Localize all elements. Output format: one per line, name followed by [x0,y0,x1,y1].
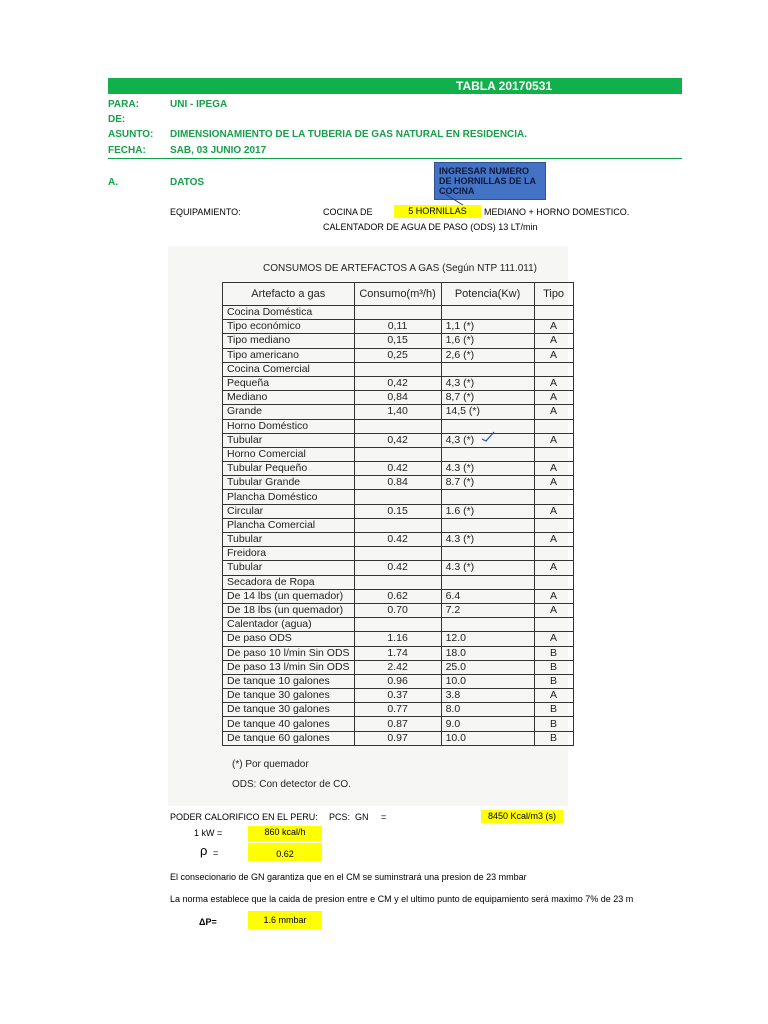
cell-potencia [441,447,534,461]
rho-equals: = [213,848,219,858]
cell-potencia [441,547,534,561]
cell-consumo: 1.16 [354,632,441,646]
cell-consumo [354,306,441,320]
cell-potencia: 9.0 [441,717,534,731]
cell-artefacto: De tanque 30 galones [223,689,355,703]
cell-potencia: 8.7 (*) [441,476,534,490]
fecha-label: FECHA: [108,145,146,156]
table-row [223,660,574,674]
table-row [223,348,574,362]
cell-tipo: A [534,504,573,518]
cell-consumo: 0.96 [354,674,441,688]
asunto-value: DIMENSIONAMIENTO DE LA TUBERIA DE GAS NATURAL EN RESIDENCIA. [170,129,528,140]
cell-potencia: 14,5 (*) [441,405,534,419]
kw-value-cell[interactable]: 860 kcal/h [248,826,322,842]
table-row [223,646,574,660]
table-row [223,547,574,561]
table-row [223,447,574,461]
cell-artefacto: Calentador (agua) [223,618,355,632]
table-row [223,731,574,745]
cell-tipo [534,575,573,589]
table-row [223,490,574,504]
cell-artefacto: Tubular [223,433,355,447]
table-row [223,632,574,646]
cell-tipo: A [534,376,573,390]
cell-potencia: 4.3 (*) [441,462,534,476]
cell-consumo: 0,25 [354,348,441,362]
table-row [223,320,574,334]
cell-tipo: A [534,348,573,362]
cell-tipo: A [534,476,573,490]
cell-tipo: B [534,660,573,674]
cell-tipo: A [534,433,573,447]
table-row [223,518,574,532]
title-bar [108,78,682,94]
cell-consumo: 0.97 [354,731,441,745]
table-header-row [223,283,574,306]
poder-calorifico-label: PODER CALORIFICO EN EL PERU: [170,812,318,822]
cell-consumo: 0.37 [354,689,441,703]
section-title: DATOS [170,177,205,188]
cell-tipo: A [534,603,573,617]
cell-artefacto: De paso 13 l/min Sin ODS [223,660,355,674]
cocina-suffix: MEDIANO + HORNO DOMESTICO. [484,207,630,217]
cell-consumo: 0.87 [354,717,441,731]
cell-consumo [354,362,441,376]
kw-label: 1 kW = [194,828,223,838]
cell-tipo [534,362,573,376]
cell-tipo [534,419,573,433]
cell-tipo: A [534,405,573,419]
cell-consumo: 0,84 [354,391,441,405]
cell-potencia: 4,3 (*) [441,433,534,447]
cell-tipo: B [534,674,573,688]
cell-artefacto: Plancha Doméstico [223,490,355,504]
table-row [223,561,574,575]
cell-tipo [534,618,573,632]
cell-potencia: 8.0 [441,703,534,717]
cell-potencia: 10.0 [441,674,534,688]
table-row [223,689,574,703]
footnote-por-quemador: (*) Por quemador [232,759,309,770]
table-row [223,575,574,589]
cell-artefacto: Secadora de Ropa [223,575,355,589]
cell-consumo: 0.70 [354,603,441,617]
check-mark-icon [480,430,496,442]
cell-tipo [534,490,573,504]
cell-consumo: 0.77 [354,703,441,717]
cell-potencia [441,490,534,504]
cell-consumo [354,490,441,504]
cell-tipo: A [534,589,573,603]
table-row [223,462,574,476]
calentador-text: CALENTADOR DE AGUA DE PASO (ODS) 13 LT/min [323,222,538,232]
footnote-ods: ODS: Con detector de CO. [232,779,351,790]
cell-artefacto: De tanque 60 galones [223,731,355,745]
pcs-equals: = [381,812,387,822]
table-row [223,504,574,518]
cell-artefacto: Tubular Grande [223,476,355,490]
cell-potencia: 1.6 (*) [441,504,534,518]
cell-consumo: 0.84 [354,476,441,490]
cell-artefacto: De 14 lbs (un quemador) [223,589,355,603]
cell-consumo: 0,11 [354,320,441,334]
cell-consumo: 0.15 [354,504,441,518]
rho-symbol: ρ [200,843,208,858]
cell-consumo [354,618,441,632]
cell-potencia: 2,6 (*) [441,348,534,362]
cell-consumo: 0,15 [354,334,441,348]
cell-consumo: 1.74 [354,646,441,660]
cell-tipo [534,447,573,461]
table-row [223,391,574,405]
cell-artefacto: Cocina Doméstica [223,306,355,320]
cocina-prefix: COCINA DE [323,207,373,217]
table-row [223,603,574,617]
table-row [223,674,574,688]
para-label: PARA: [108,99,139,110]
cell-artefacto: De tanque 40 galones [223,717,355,731]
cell-tipo: A [534,320,573,334]
cell-artefacto: Horno Doméstico [223,419,355,433]
section-letter: A. [108,177,118,188]
equipamiento-label: EQUIPAMIENTO: [170,207,241,217]
cell-potencia: 4,3 (*) [441,376,534,390]
cell-potencia: 1,1 (*) [441,320,534,334]
pressure-guarantee-text: El consecionario de GN garantiza que en el CM se suminstrará una presion de 23 mmbar [170,872,527,882]
cell-tipo: B [534,717,573,731]
table-row [223,476,574,490]
cell-artefacto: Tipo americano [223,348,355,362]
cell-potencia [441,306,534,320]
page-title: TABLA 20170531 [456,79,553,93]
cell-tipo: B [534,646,573,660]
cell-potencia [441,362,534,376]
consumos-table [222,282,574,746]
cell-potencia: 18.0 [441,646,534,660]
cell-artefacto: Tubular [223,533,355,547]
cell-tipo: A [534,462,573,476]
table-row [223,306,574,320]
cell-potencia: 1,6 (*) [441,334,534,348]
fecha-value: SAB, 03 JUNIO 2017 [170,145,267,156]
delta-p-label: ΔP= [199,917,217,927]
rho-value-cell[interactable]: 0.62 [248,843,322,861]
cell-consumo: 0.42 [354,533,441,547]
cell-potencia: 8,7 (*) [441,391,534,405]
table-row [223,334,574,348]
cell-artefacto: Plancha Comercial [223,518,355,532]
table-row [223,589,574,603]
cell-consumo [354,419,441,433]
cell-consumo [354,547,441,561]
cell-consumo: 0,42 [354,433,441,447]
cell-tipo: A [534,391,573,405]
cell-artefacto: De 18 lbs (un quemador) [223,603,355,617]
hornillas-note: INGRESAR NUMERO DE HORNILLAS DE LA COCINA [434,162,546,200]
cell-tipo [534,547,573,561]
table-row [223,362,574,376]
table-row [223,618,574,632]
table-row [223,405,574,419]
cell-consumo: 0.62 [354,589,441,603]
cell-potencia [441,575,534,589]
cell-artefacto: Pequeña [223,376,355,390]
cell-tipo: A [534,689,573,703]
cell-consumo [354,447,441,461]
cell-consumo: 0,42 [354,376,441,390]
cell-tipo: B [534,703,573,717]
table-row [223,717,574,731]
cell-artefacto: Tipo mediano [223,334,355,348]
cell-potencia: 6.4 [441,589,534,603]
cell-artefacto: Cocina Comercial [223,362,355,376]
hornillas-input[interactable]: 5 HORNILLAS [394,205,481,218]
cell-tipo [534,306,573,320]
cell-potencia: 4.3 (*) [441,561,534,575]
cell-artefacto: Tubular [223,561,355,575]
cell-tipo: A [534,561,573,575]
de-label: DE: [108,114,126,125]
cell-artefacto: De paso 10 l/min Sin ODS [223,646,355,660]
asunto-label: ASUNTO: [108,129,154,140]
delta-p-value-cell[interactable]: 1.6 mmbar [248,911,322,929]
cell-artefacto: Circular [223,504,355,518]
cell-consumo: 2.42 [354,660,441,674]
cell-potencia: 25.0 [441,660,534,674]
cell-tipo: B [534,731,573,745]
cell-artefacto: Freidora [223,547,355,561]
cell-potencia: 10.0 [441,731,534,745]
cell-consumo: 1,40 [354,405,441,419]
table-title: CONSUMOS DE ARTEFACTOS A GAS (Según NTP 111.011) [263,263,537,274]
cell-tipo [534,518,573,532]
cell-consumo [354,575,441,589]
cell-consumo [354,518,441,532]
cell-tipo: A [534,632,573,646]
cell-artefacto: Tipo económico [223,320,355,334]
table-row [223,533,574,547]
cell-tipo: A [534,334,573,348]
cell-artefacto: De paso ODS [223,632,355,646]
header-divider [108,158,682,159]
cell-artefacto: Horno Comercial [223,447,355,461]
table-row [223,419,574,433]
cell-tipo: A [534,533,573,547]
cell-artefacto: De tanque 10 galones [223,674,355,688]
header-tipo: Tipo [534,283,573,306]
pcs-value-cell[interactable]: 8450 Kcal/m3 (s) [481,810,563,823]
cell-potencia: 3.8 [441,689,534,703]
cell-artefacto: Grande [223,405,355,419]
cell-artefacto: De tanque 30 galones [223,703,355,717]
table-row [223,376,574,390]
header-artefacto: Artefacto a gas [223,283,355,306]
cell-potencia: 4.3 (*) [441,533,534,547]
table-row [223,703,574,717]
gn-label: GN [355,812,369,822]
cell-artefacto: Tubular Pequeño [223,462,355,476]
header-consumo: Consumo(m³/h) [354,283,441,306]
cell-potencia [441,618,534,632]
pcs-label: PCS: [329,812,351,822]
table-row [223,433,574,447]
cell-potencia: 7.2 [441,603,534,617]
pressure-norm-text: La norma establece que la caida de presion entre e CM y el ultimo punto de equipamiento será maximo 7% de 23 m [170,894,634,904]
cell-consumo: 0.42 [354,561,441,575]
para-value: UNI - IPEGA [170,99,228,110]
cell-artefacto: Mediano [223,391,355,405]
header-potencia: Potencia(Kw) [441,283,534,306]
cell-potencia [441,518,534,532]
cell-consumo: 0.42 [354,462,441,476]
cell-potencia: 12.0 [441,632,534,646]
